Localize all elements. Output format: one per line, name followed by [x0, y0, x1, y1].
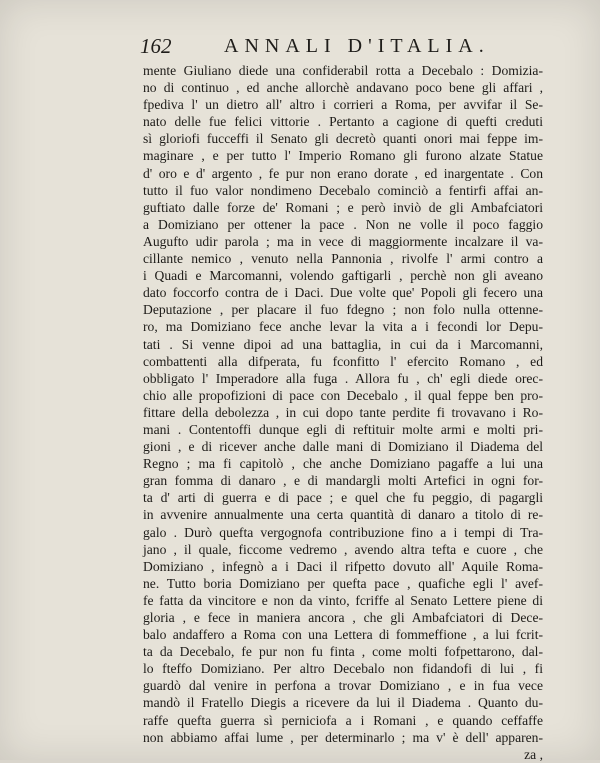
text-line: gloria , e fece in maniera ancora , che gli Ambafciatori di Dece-: [143, 610, 543, 625]
running-title: ANNALI D'ITALIA.: [224, 35, 490, 57]
text-line: mente Giuliano diede una confiderabil rotta a Decebalo : Domizia-: [143, 63, 543, 78]
text-line: gioni , e di ricever anche dalle mani di Domiziano il Diadema del: [143, 439, 543, 455]
text-line: za ,: [524, 746, 543, 762]
text-line: ne. Tutto boria Domiziano per quefta pace , quafiche egli l' avef-: [143, 575, 543, 591]
text-line: balo andaffero a Roma con una Lettera di fommeffione , a lui fcrit-: [143, 627, 543, 643]
text-line: Deputazione , per placare il fuo fdegno ; non folo nulla ottenne-: [143, 302, 543, 318]
text-line: nato delle fue felici vittorie . Pertanto a cagione di quefti creduti: [143, 114, 543, 130]
text-line: jano , il quale, ficcome vedremo , avendo altra tefta e cuore , che: [143, 541, 543, 557]
text-line: galo . Durò quefta vergognofa contribuzione fino a i tempi di Tra-: [143, 524, 543, 540]
text-line: a Domiziano per ottener la pace . Non ne volle il poco faggio: [143, 216, 543, 232]
text-line: Regno ; ma fi capitolò , che anche Domiziano pagaffe a lui una: [143, 456, 543, 472]
text-line: guardò dal venire in perfona a trovar Domiziano , e in fua vece: [143, 678, 543, 694]
text-line: chio alle propofizioni di pace con Decebalo , il qual feppe ben pro-: [143, 387, 543, 403]
text-line: no di continuo , ed anche allorchè andavano poco bene gli affari ,: [143, 80, 543, 96]
text-line: mandò il Fratello Diegis a ricevere da lui il Diadema . Quanto du-: [143, 695, 543, 711]
text-line: Augufto udir parola ; ma in vece di maggiormente incalzare il va-: [143, 233, 543, 249]
page-header: [140, 34, 540, 56]
text-line: maginare , e per tutto l' Imperio Romano gli furono alzate Statue: [143, 148, 543, 164]
text-line: d' oro e d' argento , fe pur non erano dorate , ed inargentate . Con: [143, 165, 543, 181]
body-text: [143, 62, 543, 763]
text-line: sì gloriofi fucceffi il Senato gli decretò quanti onori mai feppe im-: [143, 131, 543, 147]
text-line: non abbiamo affai lume , per determinarlo ; ma v' è dell' apparen-: [143, 729, 543, 745]
text-line: ta da Decebalo, fe pur non fu finta , come molti fofpettarono, dal-: [143, 644, 543, 660]
text-line: tutto il fuo valor nondimeno Decebalo cominciò a fentirfi affai an-: [143, 182, 543, 198]
text-line: fpediva l' un dietro all' altro i corrieri a Roma, per avvifar il Se-: [143, 97, 543, 113]
text-line: in avvenire annualmente una certa quantità di danaro a titolo di re-: [143, 507, 543, 523]
text-line: raffe quefta guerra sì perniciofa a i Romani , e quando ceffaffe: [143, 712, 543, 728]
text-line: ta d' arti di guerra e di pace ; e quel che fu peggio, di pagargli: [143, 490, 543, 506]
text-line: obbligato l' Imperadore alla fuga . Allora fu , ch' egli diede orec-: [143, 370, 543, 386]
text-line: guftiato dalle forze de' Romani ; e però inviò de gli Ambafciatori: [143, 199, 543, 215]
text-line: tati . Si venne dipoi ad una battaglia, in cui da i Marcomanni,: [143, 336, 543, 352]
text-line: Domiziano , infegnò a i Daci il rifpetto dovuto all' Aquile Roma-: [143, 558, 543, 574]
text-line: ro, ma Domiziano fece anche levar la vita a i fecondi lor Depu-: [143, 319, 543, 335]
page-number: 162: [140, 34, 172, 58]
text-line: gran fomma di danaro , e di mandargli molti Artefici in ogni for-: [143, 473, 543, 489]
text-line: combattenti alla difperata, fu fconfitto l' efercito Romano , ed: [143, 353, 543, 369]
text-line: fe fatta da vincitore e non da vinto, fcriffe al Senato Lettere piene di: [143, 592, 543, 608]
text-line: lo fteffo Domiziano. Per altro Decebalo non fidandofi di lui , fi: [143, 661, 543, 677]
text-line: mani . Contentoffi dunque egli di reftituir molte armi e molti pri-: [143, 421, 543, 437]
text-line: i Quadi e Marcomanni, volendo gaftigarli , perchè non gli aveano: [143, 268, 543, 284]
text-line: cillante nemico , venuto nella Pannonia , rivolfe l' armi contro a: [143, 251, 543, 267]
text-line: fittare della debolezza , in cui dopo tante perdite fi trovavano i Ro-: [143, 404, 543, 420]
text-line: dato foccorfo contra de i Daci. Due volte que' Popoli gli fecero una: [143, 285, 543, 301]
